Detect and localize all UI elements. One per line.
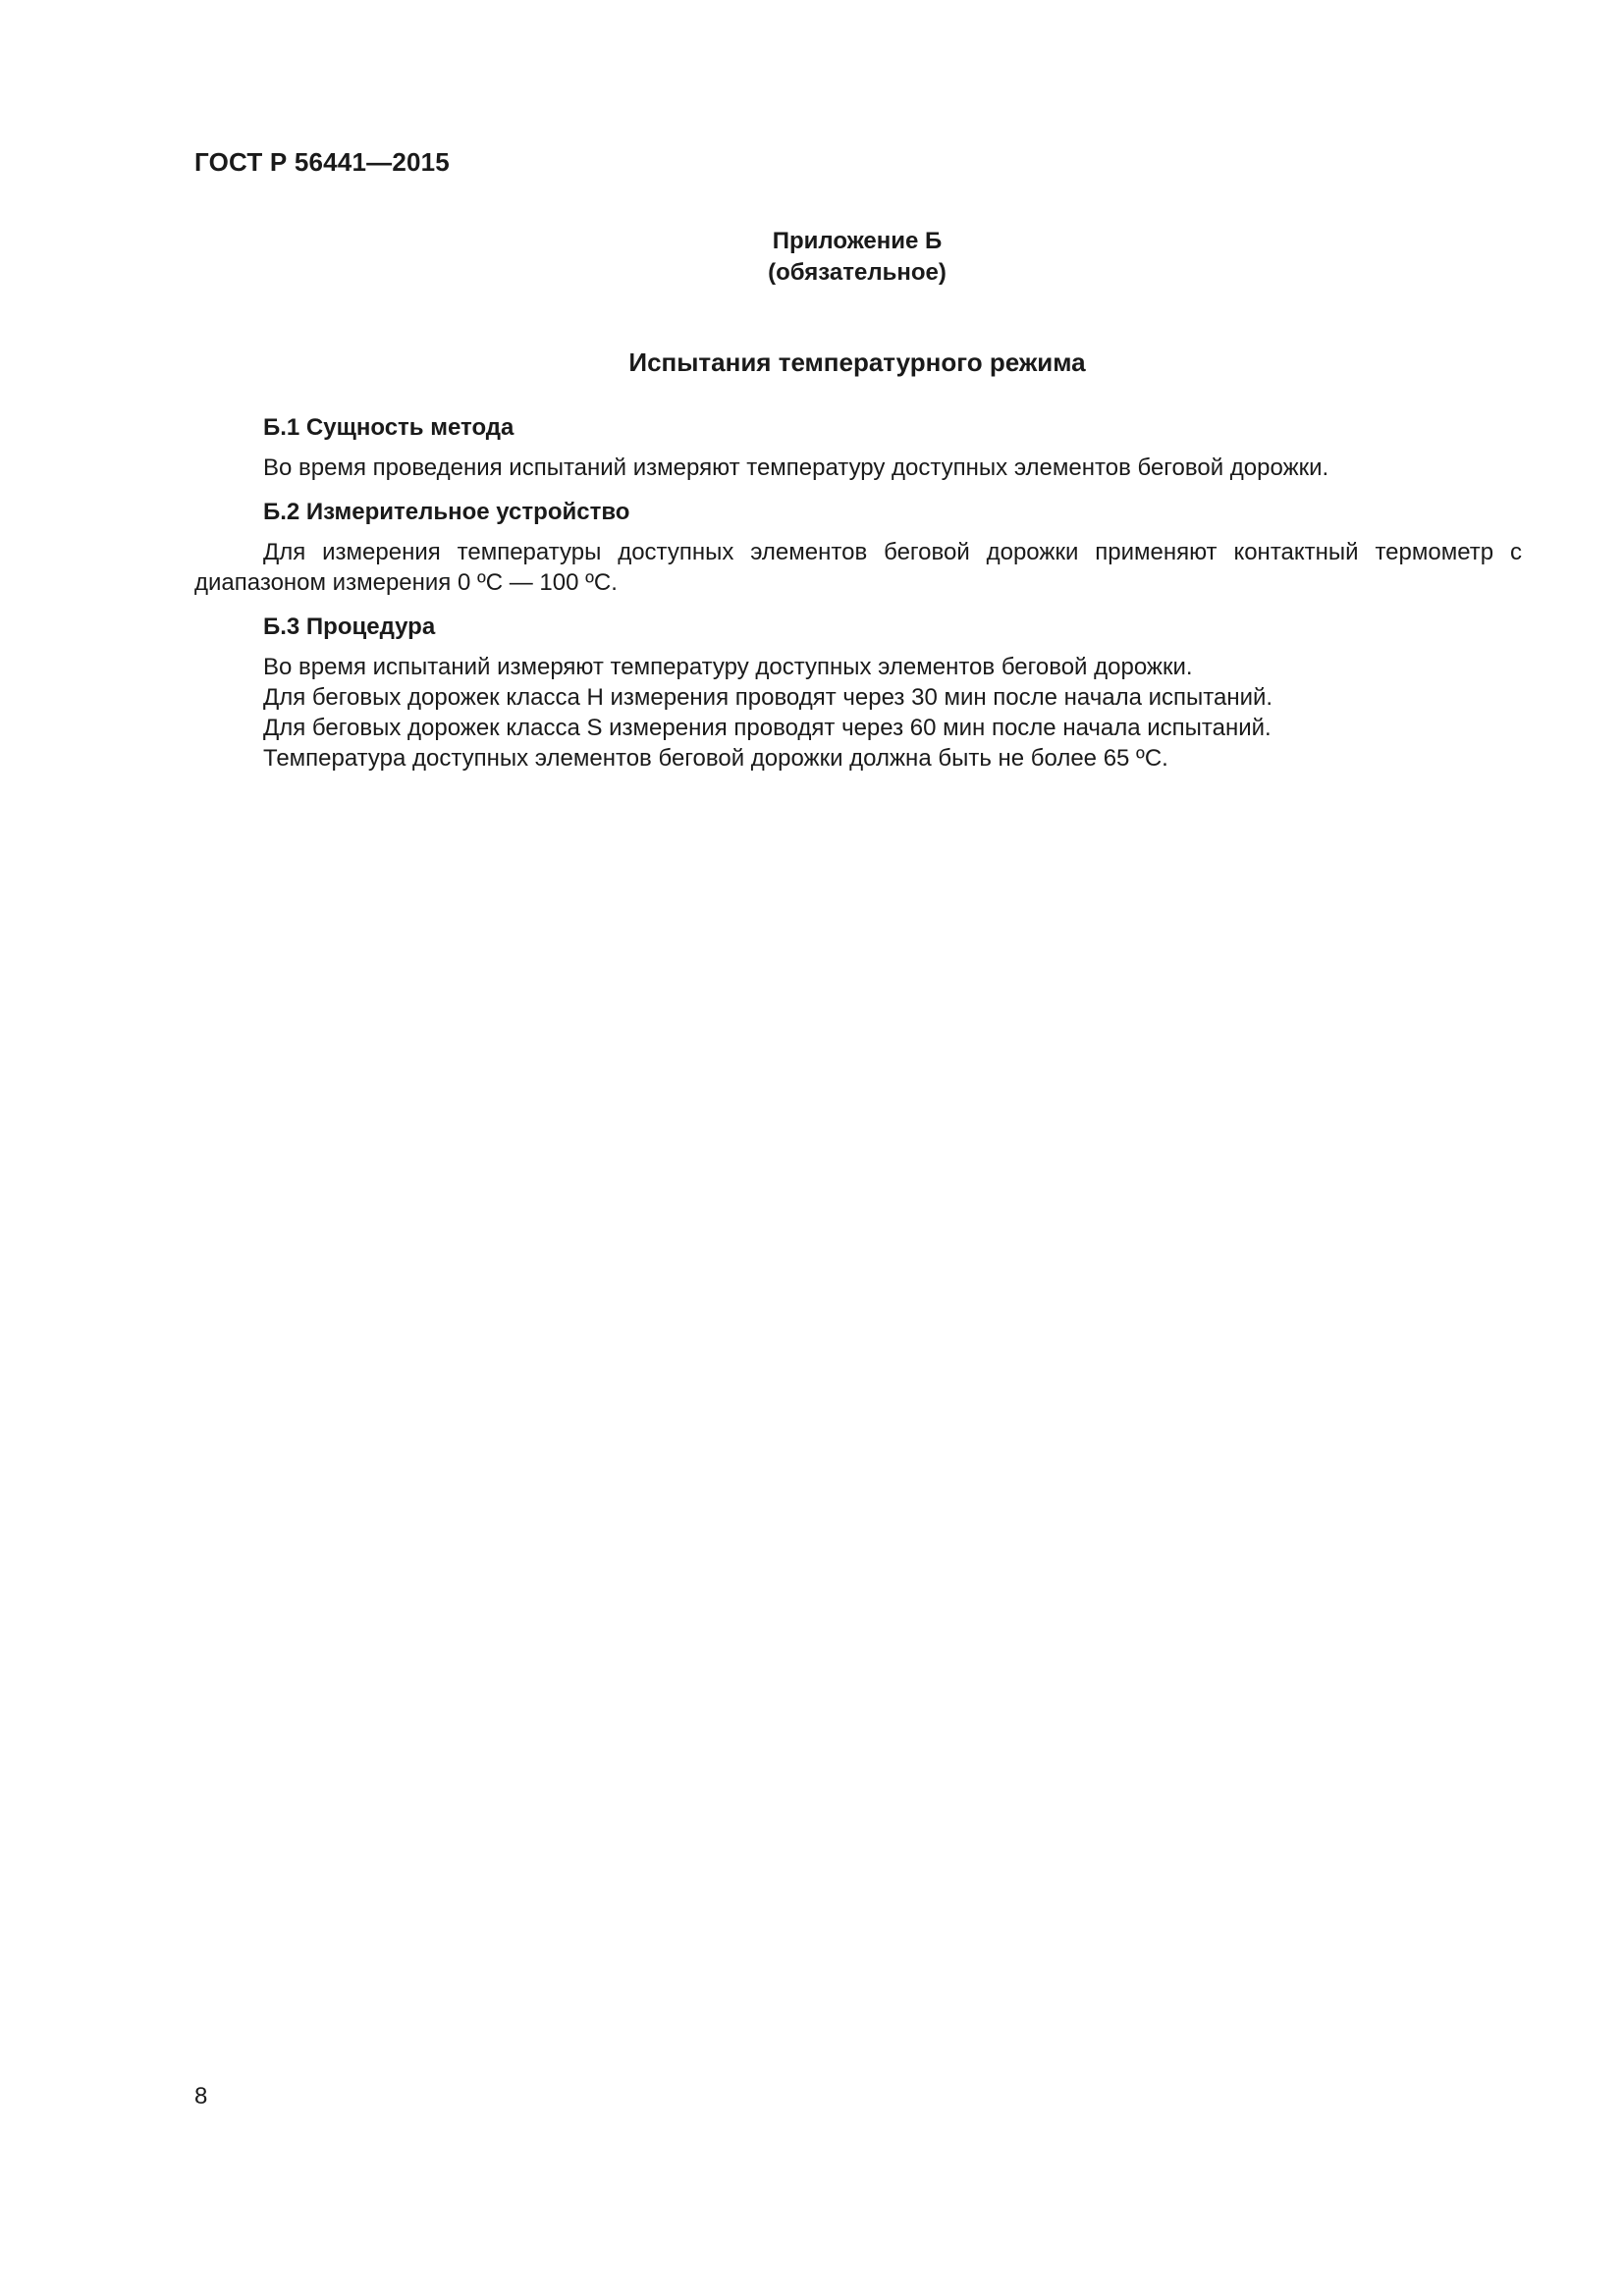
page-number: 8 <box>194 2083 208 2109</box>
appendix-label: Приложение Б <box>772 228 943 254</box>
document-body <box>194 412 1522 787</box>
section-heading: Б.3 Процедура <box>263 614 436 640</box>
section-paragraph: Во время проведения испытаний измеряют температуру доступных элементов беговой дорожки. <box>263 454 1329 481</box>
section-b1 <box>194 412 1522 483</box>
section-paragraph: Для беговых дорожек класса Н измерения проводят через 30 мин после начала испытаний. <box>263 684 1273 711</box>
section-b2 <box>194 497 1522 598</box>
section-paragraph: Для измерения температуры доступных элементов беговой дорожки применяют контактный термометр с диапазоном измерения 0 ºС — 100 ºС. <box>194 539 1522 596</box>
section-heading: Б.1 Сущность метода <box>263 414 514 441</box>
appendix-status: (обязательное) <box>768 259 947 286</box>
section-b3 <box>194 612 1522 774</box>
section-paragraph: Во время испытаний измеряют температуру доступных элементов беговой дорожки. <box>263 654 1193 680</box>
appendix-title: Испытания температурного режима <box>628 347 1086 377</box>
document-code: ГОСТ Р 56441—2015 <box>194 147 450 177</box>
section-paragraph: Температура доступных элементов беговой дорожки должна быть не более 65 ºС. <box>263 745 1168 772</box>
section-heading: Б.2 Измерительное устройство <box>263 499 630 525</box>
section-paragraph: Для беговых дорожек класса S измерения проводят через 60 мин после начала испытаний. <box>263 715 1272 741</box>
appendix-header <box>194 226 1520 289</box>
